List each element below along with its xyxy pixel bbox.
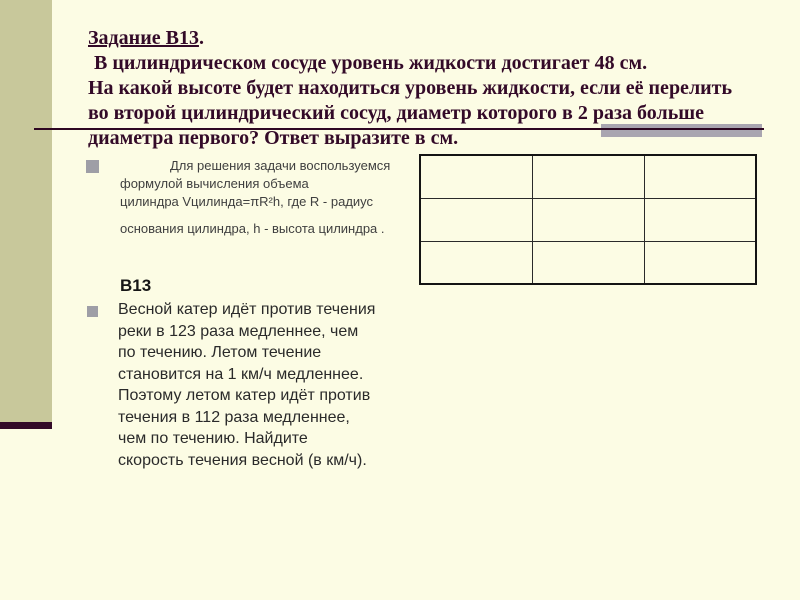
table-row bbox=[420, 198, 756, 241]
solution-text-line: формулой вычисления объема bbox=[120, 176, 309, 191]
slide-title bbox=[88, 26, 783, 51]
problem-text-line: становится на 1 км/ч медленнее. bbox=[118, 365, 364, 383]
table-cell bbox=[644, 241, 756, 284]
solution-text-line: основания цилиндра, h - высота цилиндра . bbox=[120, 221, 385, 236]
title-block bbox=[88, 26, 783, 151]
solution-formula-line: цилиндра Vцилинда=πR²h, где R - радиус bbox=[120, 194, 374, 209]
table-row bbox=[420, 155, 756, 198]
bullet-square-icon bbox=[86, 160, 99, 173]
table-cell bbox=[532, 155, 644, 198]
problem-text-line: течения в 112 раза медленнее, bbox=[118, 408, 350, 426]
title-line: диаметра первого? Ответ выразите в см. bbox=[88, 127, 459, 149]
table-cell bbox=[644, 198, 756, 241]
title-heading-period: . bbox=[198, 27, 204, 49]
title-line: во второй цилиндрический сосуд, диаметр которого в 2 раза больше bbox=[88, 102, 705, 124]
title-line: На какой высоте будет находиться уровень жидкости, если её перелить bbox=[88, 77, 733, 99]
title-heading: Задание В13 bbox=[88, 27, 199, 49]
left-stripe bbox=[0, 0, 52, 422]
table-cell bbox=[420, 241, 532, 284]
title-line: В цилиндрическом сосуде уровень жидкости достигает 48 см. bbox=[94, 52, 648, 74]
solution-text-block bbox=[120, 157, 420, 238]
solution-text-line: Для решения задачи воспользуемся bbox=[170, 158, 391, 173]
problem-heading: В13 bbox=[120, 276, 152, 295]
table-cell bbox=[644, 155, 756, 198]
problem-text-line: чем по течению. Найдите bbox=[118, 430, 308, 447]
table-row bbox=[420, 241, 756, 284]
stripe-accent-bar bbox=[0, 422, 52, 429]
table-cell bbox=[420, 155, 532, 198]
problem-text-line: скорость течения весной (в км/ч). bbox=[118, 451, 367, 469]
problem-text-line: Весной катер идёт против течения bbox=[118, 301, 376, 318]
problem-text-line: реки в 123 раза медленнее, чем bbox=[118, 322, 359, 340]
problem-text-line: по течению. Летом течение bbox=[118, 344, 322, 361]
problem-text-block bbox=[118, 299, 438, 471]
problem-text-line: Поэтому летом катер идёт против bbox=[118, 387, 371, 404]
table-cell bbox=[532, 198, 644, 241]
table-cell bbox=[532, 241, 644, 284]
bullet-square-icon bbox=[87, 306, 98, 317]
answer-table bbox=[419, 154, 757, 285]
table-cell bbox=[420, 198, 532, 241]
